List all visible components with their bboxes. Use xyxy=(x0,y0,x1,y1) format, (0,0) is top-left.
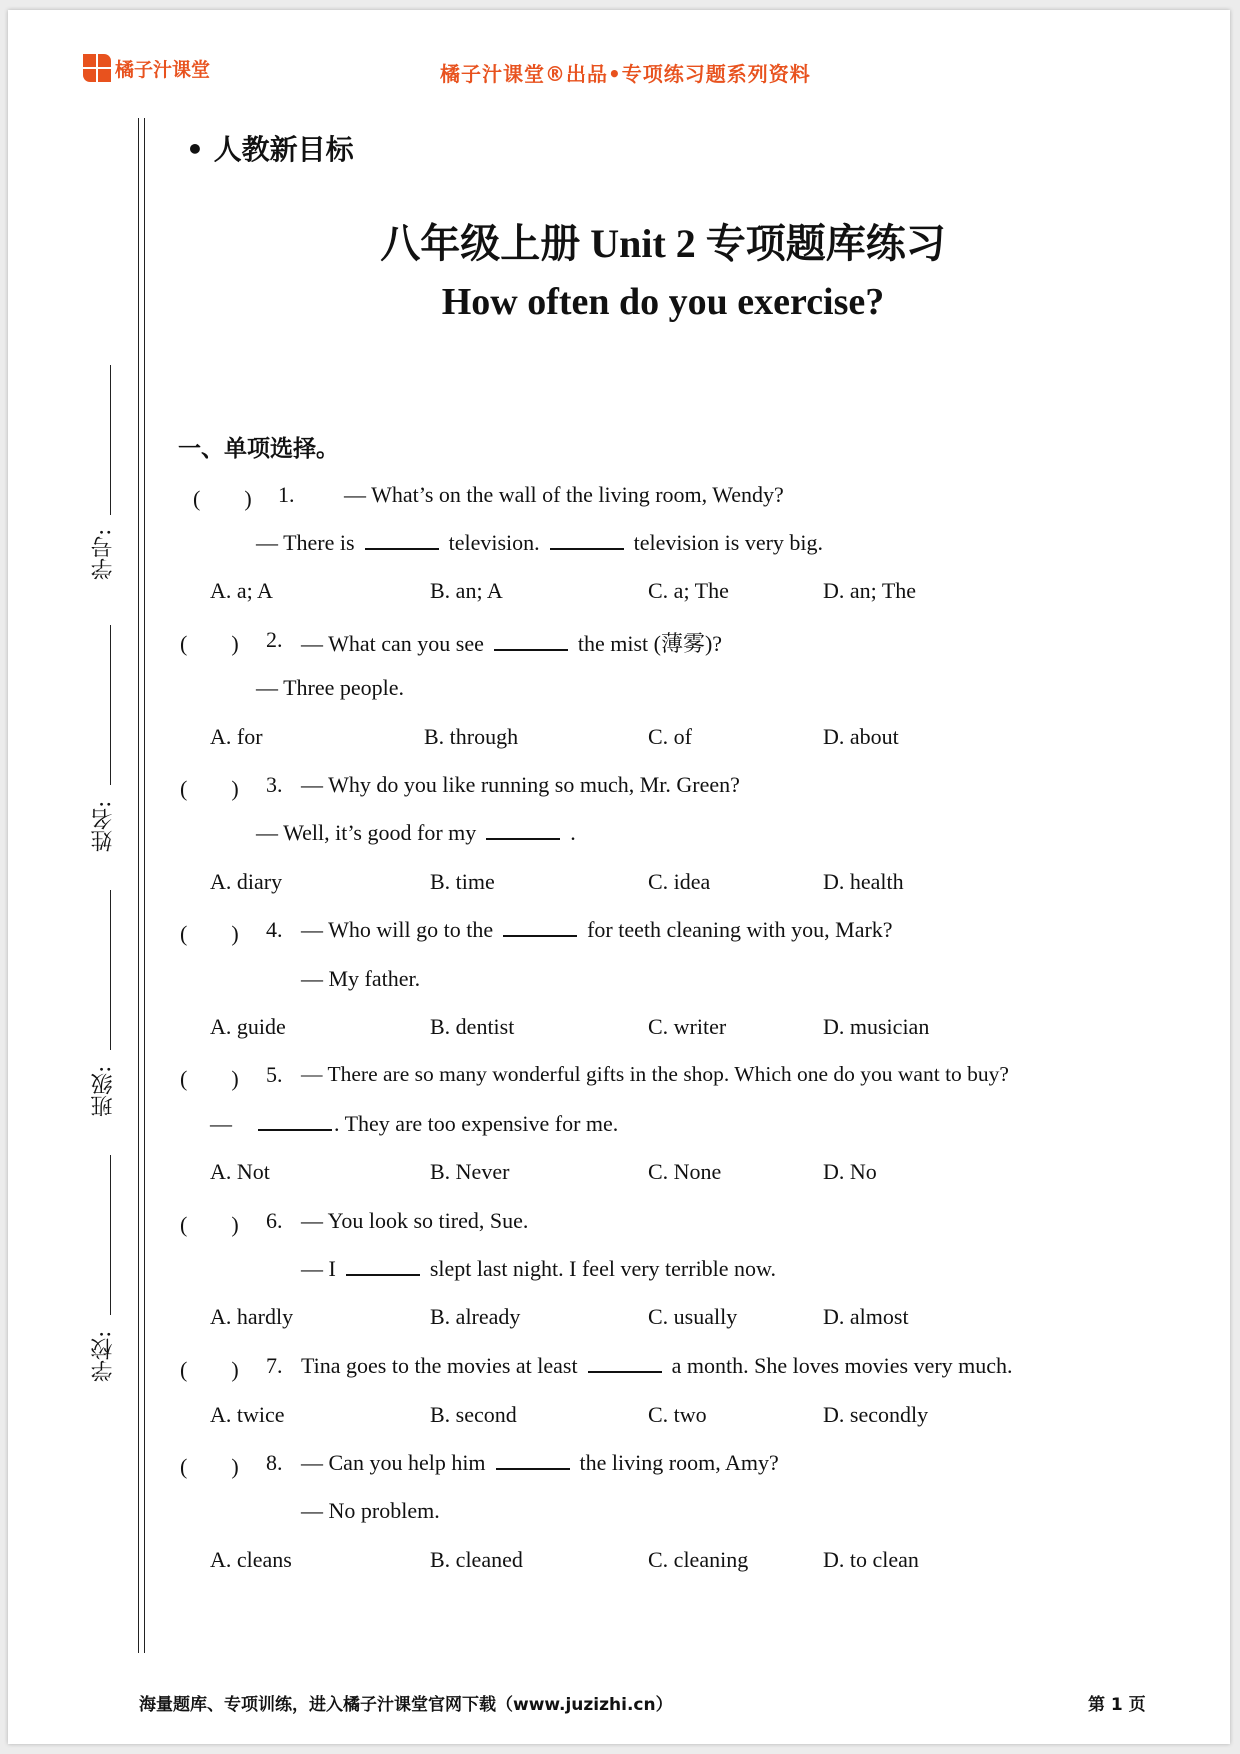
option-b: B. dentist xyxy=(430,1014,515,1039)
option-c: C. idea xyxy=(648,869,711,894)
student-name-label: 姓名: xyxy=(91,800,116,852)
question-7-paren: ( ) xyxy=(180,1357,239,1382)
question-8-stem: — Can you help him the living room, Amy? xyxy=(301,1450,779,1475)
page-number: 第 1 页 xyxy=(1088,1695,1146,1715)
student-id-label: 学号: xyxy=(91,528,116,580)
answer-blank xyxy=(494,631,568,651)
series-label: 人教新目标 xyxy=(213,133,354,166)
option-c: C. usually xyxy=(648,1304,738,1329)
question-7-number: 7. xyxy=(266,1353,283,1378)
option-d: D. secondly xyxy=(823,1402,929,1427)
question-5-stem: — There are so many wonderful gifts in the shop. Which one do you want to buy? xyxy=(301,1062,1009,1086)
question-8-paren: ( ) xyxy=(180,1454,239,1479)
option-b: B. an; A xyxy=(430,578,503,603)
option-b: B. Never xyxy=(430,1159,510,1184)
school-field xyxy=(88,1155,118,1395)
question-1-stem: — What’s on the wall of the living room, Wendy? xyxy=(344,482,784,507)
question-3-number: 3. xyxy=(266,772,283,797)
question-8-number: 8. xyxy=(266,1450,283,1475)
question-2-stem: — What can you see the mist (薄雾)? xyxy=(301,631,723,656)
option-d: D. health xyxy=(823,869,904,894)
answer-blank xyxy=(496,1450,570,1470)
answer-blank xyxy=(346,1256,420,1276)
student-id-field xyxy=(88,365,118,590)
question-4-answer: — My father. xyxy=(301,966,421,991)
option-c: C. None xyxy=(648,1159,722,1184)
answer-blank xyxy=(503,917,577,937)
question-2-paren: ( ) xyxy=(180,631,239,656)
answer-blank xyxy=(486,820,560,840)
option-d: D. almost xyxy=(823,1304,909,1329)
question-4-stem: — Who will go to the for teeth cleaning with you, Mark? xyxy=(301,917,893,942)
page-subtitle: How often do you exercise? xyxy=(441,281,885,323)
question-3-line2: — Well, it’s good for my . xyxy=(256,820,576,845)
option-a: A. for xyxy=(210,724,263,749)
question-1-line2: — There is television. television is very big. xyxy=(256,530,824,555)
option-a: A. Not xyxy=(210,1159,270,1184)
student-name-field xyxy=(88,625,118,865)
option-c: C. a; The xyxy=(648,578,729,603)
question-5-number: 5. xyxy=(266,1062,283,1087)
option-a: A. twice xyxy=(210,1402,285,1427)
option-d: D. about xyxy=(823,724,899,749)
option-a: A. diary xyxy=(210,869,283,894)
question-3-stem: — Why do you like running so much, Mr. Green? xyxy=(301,772,740,797)
question-2-answer: — Three people. xyxy=(256,675,405,700)
question-1-paren: ( ) xyxy=(193,486,252,511)
header-title: 橘子汁课堂®出品•专项练习题系列资料 xyxy=(440,62,811,86)
question-3-paren: ( ) xyxy=(180,776,239,801)
option-b: B. cleaned xyxy=(430,1547,523,1572)
answer-blank xyxy=(258,1111,332,1131)
logo xyxy=(83,54,210,82)
option-d: D. musician xyxy=(823,1014,930,1039)
option-c: C. of xyxy=(648,724,692,749)
question-7-stem: Tina goes to the movies at least a month. She loves movies very much. xyxy=(301,1353,1013,1378)
question-6-line2: — I slept last night. I feel very terrible now. xyxy=(301,1256,777,1281)
document-page xyxy=(8,10,1230,1744)
option-a: A. a; A xyxy=(210,578,273,603)
option-d: D. to clean xyxy=(823,1547,919,1572)
option-b: B. through xyxy=(424,724,519,749)
binding-line xyxy=(144,118,145,1653)
option-d: D. No xyxy=(823,1159,877,1184)
question-4-number: 4. xyxy=(266,917,283,942)
question-5-paren: ( ) xyxy=(180,1066,239,1091)
option-b: B. already xyxy=(430,1304,521,1329)
answer-blank xyxy=(588,1353,662,1373)
option-c: C. cleaning xyxy=(648,1547,749,1572)
question-1-number: 1. xyxy=(278,482,295,507)
page-title: 八年级上册 Unit 2 专项题库练习 xyxy=(380,221,946,266)
question-5-line2: — . They are too expensive for me. xyxy=(210,1111,619,1136)
option-a: A. guide xyxy=(210,1014,286,1039)
option-c: C. writer xyxy=(648,1014,727,1039)
footer-note: 海量题库、专项训练，进入橘子汁课堂官网下载（www.juzizhi.cn） xyxy=(139,1695,673,1715)
class-field xyxy=(88,890,118,1130)
binding-line xyxy=(138,118,139,1653)
question-2-number: 2. xyxy=(266,627,283,652)
option-c: C. two xyxy=(648,1402,707,1427)
logo-mark-icon xyxy=(83,54,111,82)
option-b: B. second xyxy=(430,1402,517,1427)
answer-blank xyxy=(365,530,439,550)
option-a: A. cleans xyxy=(210,1547,292,1572)
question-4-paren: ( ) xyxy=(180,921,239,946)
school-label: 学校: xyxy=(91,1330,116,1382)
class-label: 班级: xyxy=(91,1065,116,1117)
option-a: A. hardly xyxy=(210,1304,294,1329)
answer-blank xyxy=(550,530,624,550)
question-8-answer: — No problem. xyxy=(301,1498,440,1523)
question-6-paren: ( ) xyxy=(180,1212,239,1237)
section-title: 一、单项选择。 xyxy=(178,436,339,461)
question-6-stem: — You look so tired, Sue. xyxy=(301,1208,529,1233)
logo-text: 橘子汁课堂 xyxy=(115,58,211,81)
question-6-number: 6. xyxy=(266,1208,283,1233)
option-d: D. an; The xyxy=(823,578,917,603)
option-b: B. time xyxy=(430,869,495,894)
series-heading: • 人教新目标 xyxy=(186,133,354,166)
